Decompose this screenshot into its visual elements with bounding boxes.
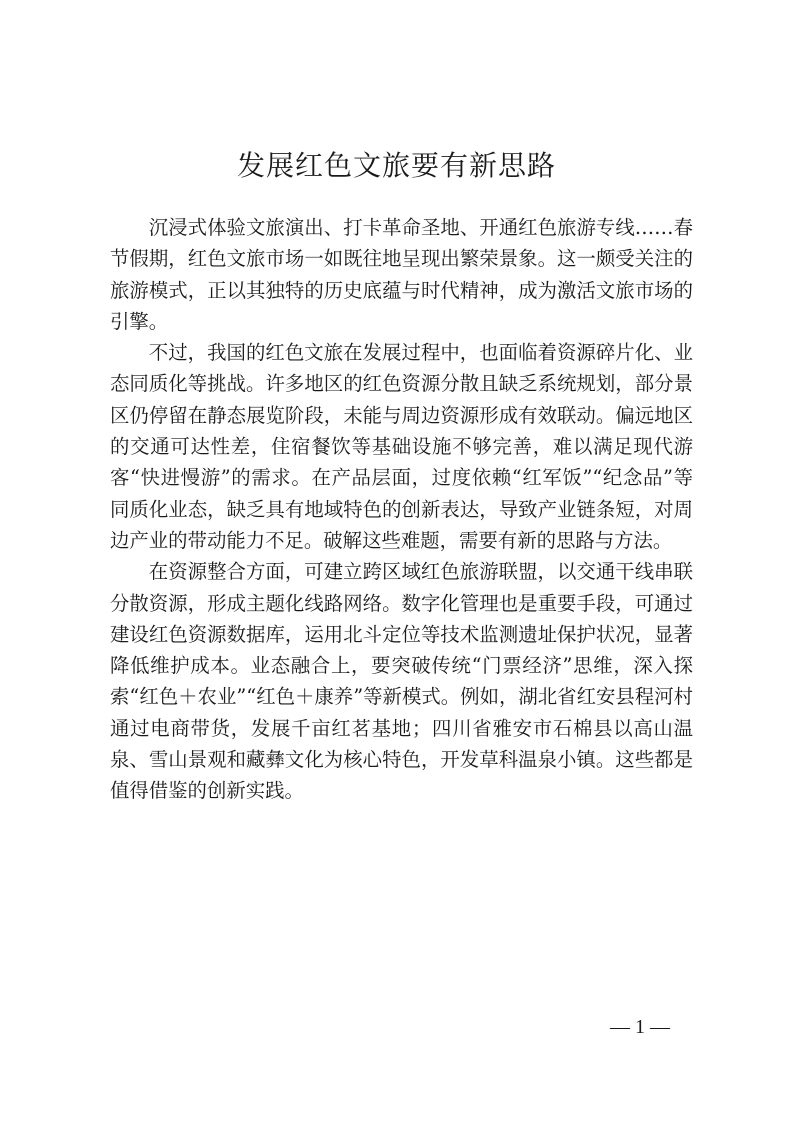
paragraph-3: 在资源整合方面，可建立跨区域红色旅游联盟，以交通干线串联分散资源，形成主题化线路网络。数字化管理也是重要手段，可通过建设红色资源数据库，运用北斗定位等技术监测遗址保护状况，显著降低维护成本。业态融合上，要突破传统“门票经济”思维，深入探索“红色＋农业”“红色＋康养”等新模式。例如，湖北省红安县程河村通过电商带货，发展千亩红茗基地；四川省雅安市石棉县以高山温泉、雪山景观和藏彝文化为核心特色，开发草科温泉小镇。这些都是值得借鉴的创新实践。 — [110, 560, 693, 803]
paragraph-2: 不过，我国的红色文旅在发展过程中，也面临着资源碎片化、业态同质化等挑战。许多地区的红色资源分散且缺乏系统规划，部分景区仍停留在静态展览阶段，未能与周边资源形成有效联动。偏远地区的交通可达性差，住宿餐饮等基础设施不够完善，难以满足现代游客“快进慢游”的需求。在产品层面，过度依赖“红军饭”“纪念品”等同质化业态，缺乏具有地域特色的创新表达，导致产业链条短，对周边产业的带动能力不足。破解这些难题，需要有新的思路与方法。 — [110, 341, 693, 552]
paragraph-1: 沉浸式体验文旅演出、打卡革命圣地、开通红色旅游专线……春节假期，红色文旅市场一如既往地呈现出繁荣景象。这一颇受关注的旅游模式，正以其独特的历史底蕴与时代精神，成为激活文旅市场的引擎。 — [110, 216, 693, 333]
page-number: — 1 — — [610, 1016, 670, 1038]
document-title: 发展红色文旅要有新思路 — [236, 149, 556, 182]
article-body — [110, 212, 693, 807]
